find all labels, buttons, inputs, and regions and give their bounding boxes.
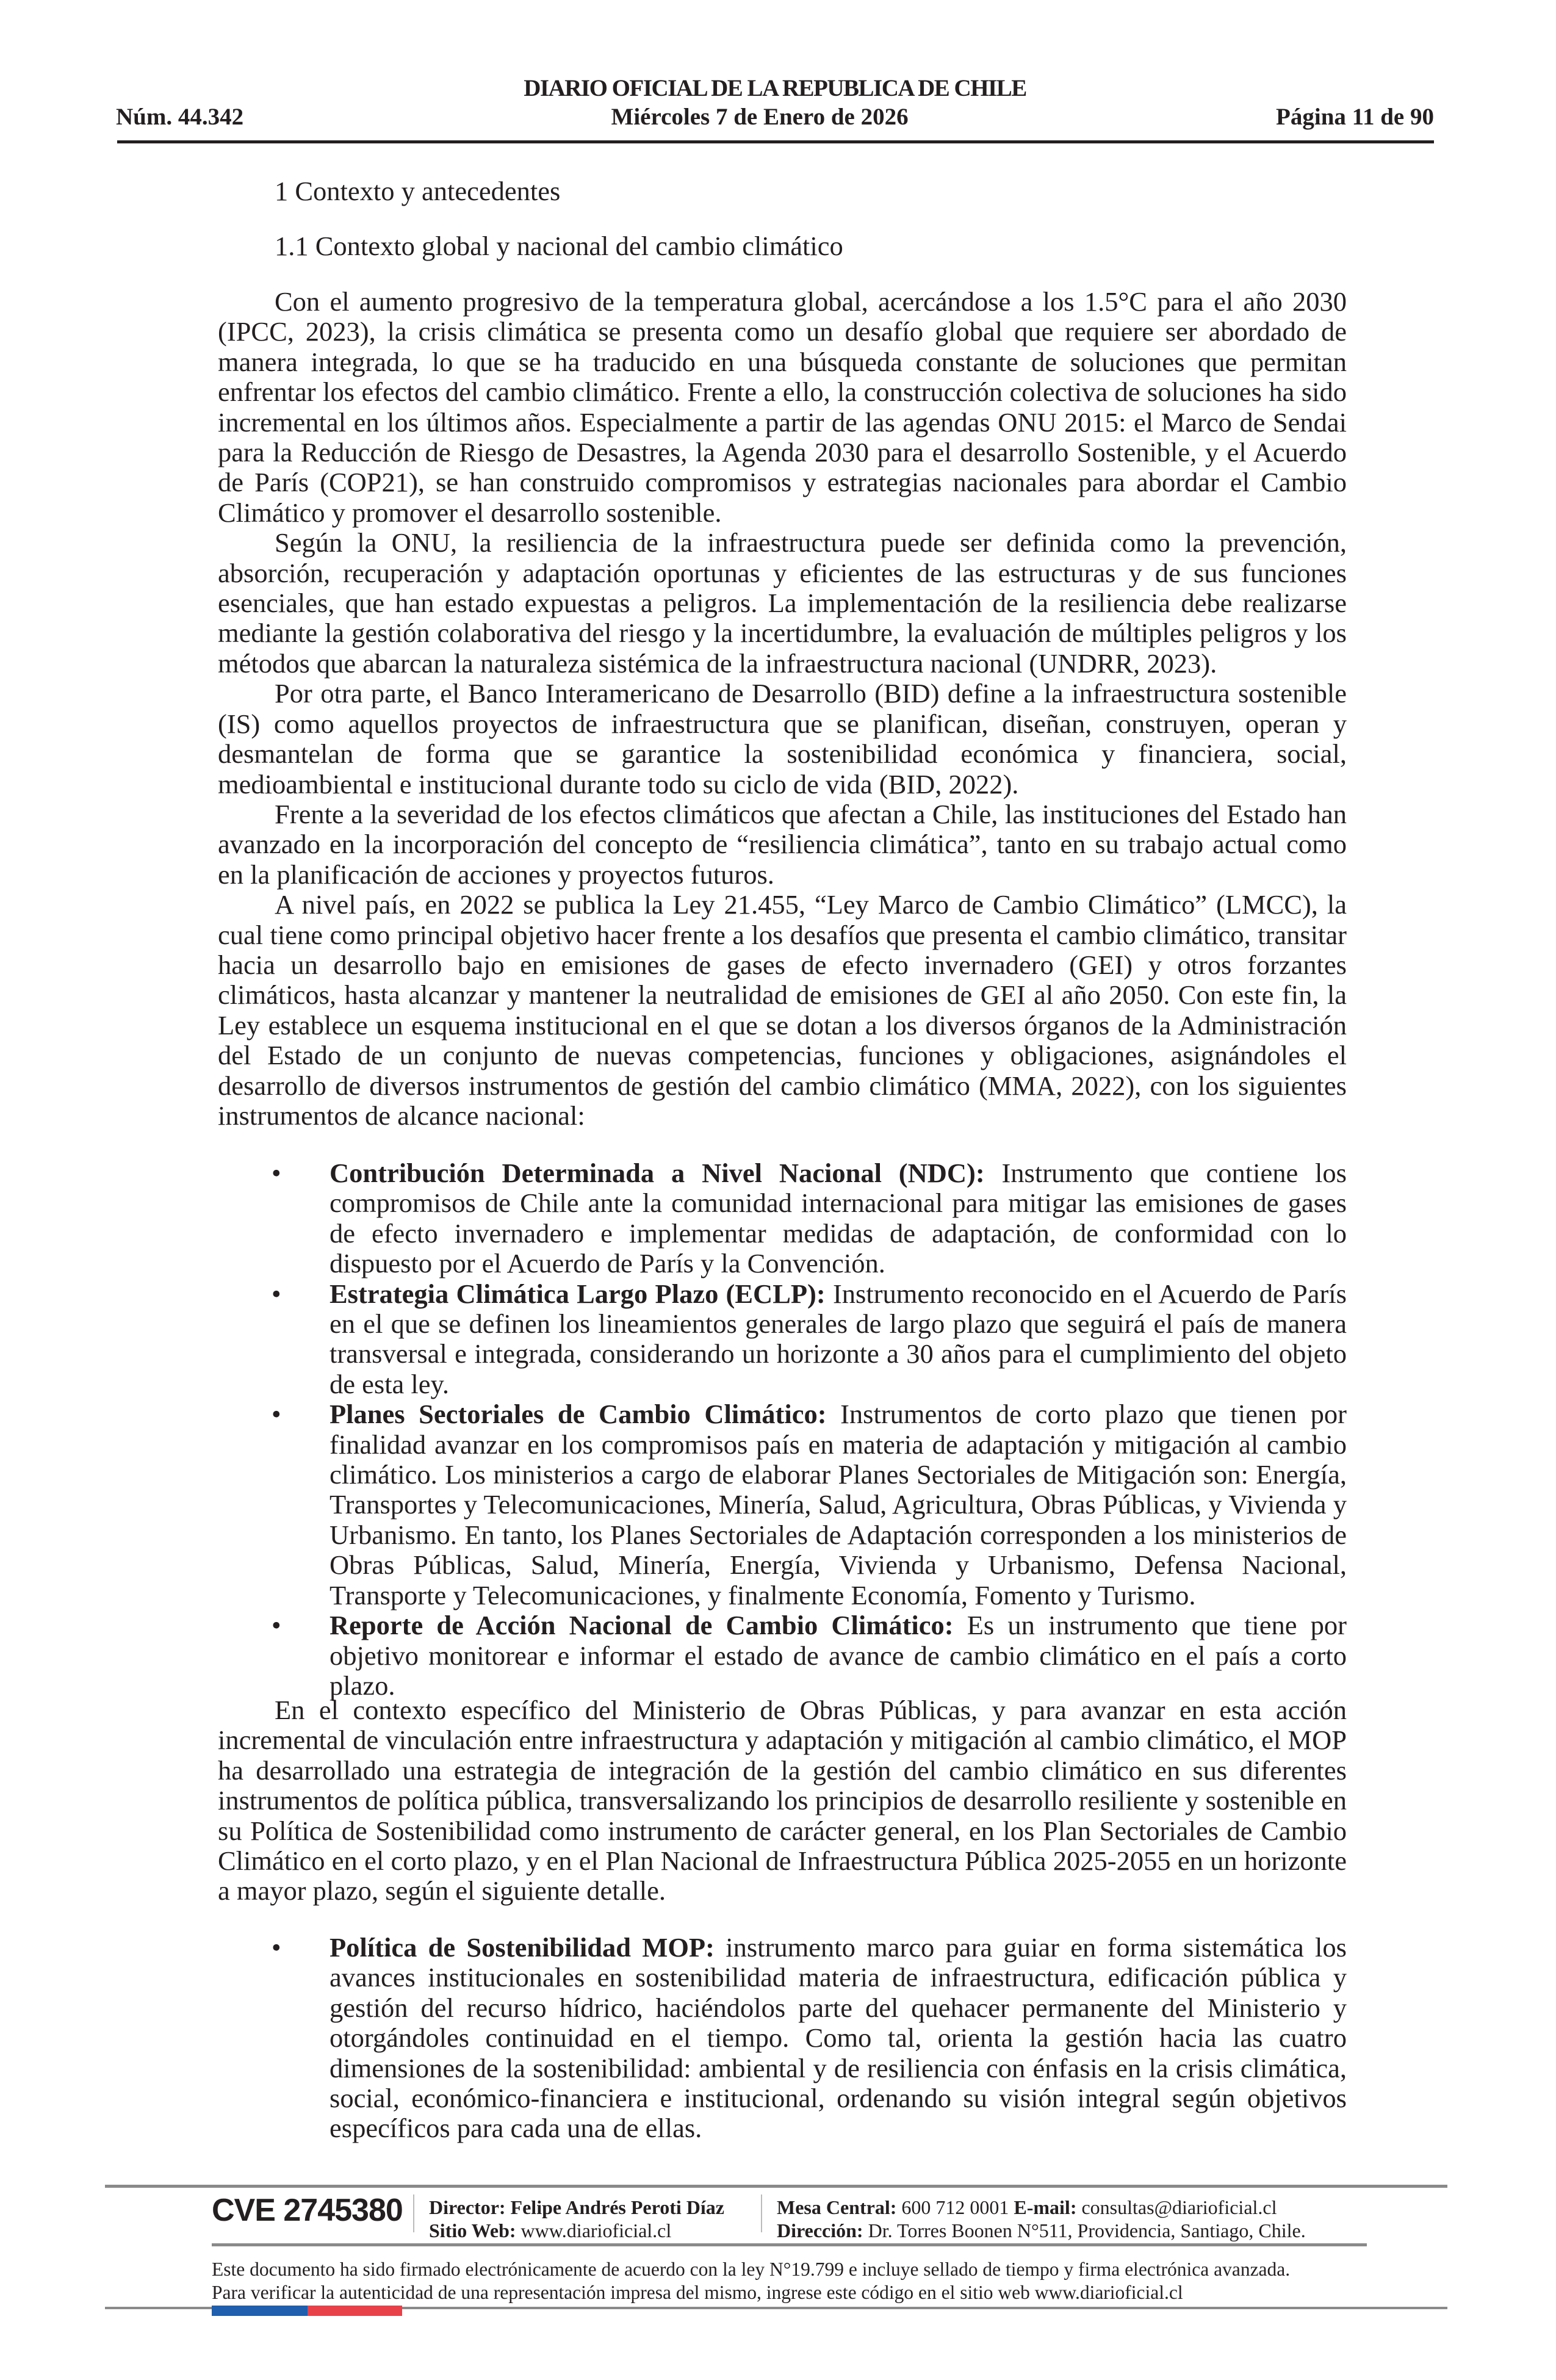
label: E-mail: [1014, 2196, 1077, 2218]
director-name: Felipe Andrés Peroti Díaz [505, 2196, 724, 2218]
issue-date: Miércoles 7 de Enero de 2026 [611, 104, 909, 130]
item-term: Política de Sostenibilidad MOP: [330, 1932, 715, 1963]
item-term: Estrategia Climática Largo Plazo (ECLP): [330, 1278, 826, 1309]
paragraph: Según la ONU, la resiliencia de la infraestructura puede ser definida como la prevención, absorción, recuperación y adaptación oportunas y eficientes de las estructuras y de sus funciones esenciales, que han estado expuestas a peligros. La implementación de la resiliencia debe realizarse mediante la gestión colaborativa del riesgo y la incertidumbre, la evaluación de múltiples peligros y los métodos que abarcan la naturaleza sistémica de la infraestructura nacional (UNDRR, 2023). [218, 527, 1347, 679]
label: Sitio Web: [429, 2220, 516, 2241]
list-item [218, 1610, 1347, 1701]
page-number: Página 11 de 90 [1276, 104, 1434, 130]
divider [761, 2194, 762, 2232]
item-term: Contribución Determinada a Nivel Nacional (NDC): [330, 1158, 985, 1188]
footer-rule-inner [212, 2243, 1367, 2246]
item-term: Reporte de Acción Nacional de Cambio Climático: [330, 1610, 954, 1641]
item-text: Instrumento que contiene los compromisos de Chile ante la comunidad internacional para mitigar las emisiones de gases de efecto invernadero e implementar medidas de adaptación, de conformidad con lo dispuesto por el Acuerdo de París y la Convención. [330, 1158, 1347, 1279]
address: Dr. Torres Boonen N°511, Providencia, Santiago, Chile. [863, 2220, 1306, 2241]
footer-contact [777, 2196, 1306, 2242]
item-text: instrumento marco para guiar en forma sistemática los avances institucionales en sostenibilidad materia de infraestructura, edificación pública y gestión del recurso hídrico, haciéndolos parte del quehacer permanente del Ministerio y otorgándoles continuidad en el tiempo. Como tal, orienta la gestión hacia las cuatro dimensiones de la sostenibilidad: ambiental y de resiliencia con énfasis en la crisis climática, social, económico-financiera e institucional, ordenando su visión integral según objetivos específicos para cada una de ellas. [330, 1932, 1347, 2144]
issue-number: Núm. 44.342 [116, 104, 244, 130]
label: Mesa Central: [777, 2196, 897, 2218]
phone: 600 712 0001 [896, 2196, 1014, 2218]
bullet-icon: • [272, 1399, 281, 1430]
instrument-list [218, 1158, 1347, 1701]
flag-stripe-red [308, 2306, 402, 2316]
section-heading: 1 Contexto y antecedentes [275, 176, 561, 206]
paragraph: En el contexto específico del Ministerio de Obras Públicas, y para avanzar en esta acción incremental de vinculación entre infraestructura y adaptación y mitigación al cambio climático, el MOP ha desarrollado una estrategia de integración de la gestión del cambio climático en sus diferentes instrumentos de política pública, transversalizando los principios de desarrollo resiliente y sostenible en su Política de Sostenibilidad como instrumento de carácter general, en los Plan Sectoriales de Cambio Climático en el corto plazo, y en el Plan Nacional de Infraestructura Pública 2025-2055 en un horizonte a mayor plazo, según el siguiente detalle. [218, 1695, 1347, 1906]
newspaper-title: DIARIO OFICIAL DE LA REPUBLICA DE CHILE [524, 75, 1026, 101]
paragraph: A nivel país, en 2022 se publica la Ley 21.455, “Ley Marco de Cambio Climático” (LMCC), la cual tiene como principal objetivo hacer frente a los desafíos que presenta el cambio climático, transitar hacia un desarrollo bajo en emisiones de gases de efecto invernadero (GEI) y otros forzantes climáticos, hasta alcanzar y mantener la neutralidad de emisiones de GEI al año 2050. Con este fin, la Ley establece un esquema institucional en el que se dotan a los diversos órganos de la Administración del Estado de un conjunto de nuevas competencias, funciones y obligaciones, asignándoles el desarrollo de diversos instrumentos de gestión del cambio climático (MMA, 2022), con los siguientes instrumentos de alcance nacional: [218, 889, 1347, 1131]
bullet-icon: • [272, 1278, 281, 1309]
flag-stripe-blue [212, 2306, 308, 2316]
subsection-heading: 1.1 Contexto global y nacional del cambio climático [275, 231, 843, 261]
list-item [218, 1158, 1347, 1279]
item-text: Instrumento reconocido en el Acuerdo de París en el que se definen los lineamientos generales de largo plazo que seguirá el país de manera transversal e integrada, considerando un horizonte a 30 años para el cumplimiento del objeto de esta ley. [330, 1278, 1347, 1399]
bullet-icon: • [272, 1158, 281, 1188]
item-term: Planes Sectoriales de Cambio Climático: [330, 1399, 827, 1430]
paragraph: Con el aumento progresivo de la temperatura global, acercándose a los 1.5°C para el año 2030 (IPCC, 2023), la crisis climática se presenta como un desafío global que requiere ser abordado de manera integrada, lo que se ha traducido en una búsqueda constante de soluciones que permitan enfrentar los efectos del cambio climático. Frente a ello, la construcción colectiva de soluciones ha sido incremental en los últimos años. Especialmente a partir de las agendas ONU 2015: el Marco de Sendai para la Reducción de Riesgo de Desastres, la Agenda 2030 para el desarrollo Sostenible, y el Acuerdo de París (COP21), se han construido compromisos y estrategias nacionales para abordar el Cambio Climático y promover el desarrollo sostenible. [218, 286, 1347, 528]
legal-notice: Este documento ha sido firmado electrónicamente de acuerdo con la ley N°19.799 e incluye sellado de tiempo y firma electrónica avanzada. Para verificar la autenticidad de una representación impresa del mismo, ingrese este código en el sitio web www.diarioficial.cl [212, 2259, 1291, 2303]
email-link[interactable]: consultas@diarioficial.cl [1076, 2196, 1277, 2218]
body-text-mop [218, 1695, 1347, 1906]
list-item [218, 1933, 1347, 2144]
list-item [218, 1279, 1347, 1400]
body-text [218, 287, 1347, 1131]
website-link[interactable]: www.diarioficial.cl [516, 2220, 672, 2241]
cve-code: CVE 2745380 [212, 2193, 403, 2228]
footer-rule [105, 2185, 1447, 2188]
paragraph: Por otra parte, el Banco Interamericano de Desarrollo (BID) define a la infraestructura sostenible (IS) como aquellos proyectos de infraestructura que se planifican, diseñan, construyen, operan y desmantelan de forma que se garantice la sostenibilidad económica y financiera, social, medioambiental e institucional durante todo su ciclo de vida (BID, 2022). [218, 678, 1347, 799]
item-text: Es un instrumento que tiene por objetivo monitorear e informar el estado de avance de cambio climático en el país a corto plazo. [330, 1610, 1347, 1701]
list-item [218, 1399, 1347, 1610]
paragraph: Frente a la severidad de los efectos climáticos que afectan a Chile, las instituciones del Estado han avanzado en la incorporación del concepto de “resiliencia climática”, tanto en su trabajo actual como en la planificación de acciones y proyectos futuros. [218, 798, 1347, 890]
mop-instrument-list [218, 1933, 1347, 2144]
label: Dirección: [777, 2220, 863, 2241]
label: Director: [429, 2196, 506, 2218]
bullet-icon: • [272, 1610, 281, 1641]
bullet-icon: • [272, 1932, 281, 1963]
item-text: Instrumentos de corto plazo que tienen por finalidad avanzar en los compromisos país en materia de adaptación y mitigación al cambio climático. Los ministerios a cargo de elaborar Planes Sectoriales de Mitigación son: Energía, Transportes y Telecomunicaciones, Minería, Salud, Agricultura, Obras Públicas, y Vivienda y Urbanismo. En tanto, los Planes Sectoriales de Adaptación corresponden a los ministerios de Obras Públicas, Salud, Minería, Energía, Vivienda y Urbanismo, Defensa Nacional, Transporte y Telecomunicaciones, y finalmente Economía, Fomento y Turismo. [330, 1399, 1347, 1610]
footer-director [429, 2196, 724, 2242]
page-header [116, 74, 1434, 131]
header-rule [117, 140, 1434, 143]
divider [413, 2194, 414, 2232]
